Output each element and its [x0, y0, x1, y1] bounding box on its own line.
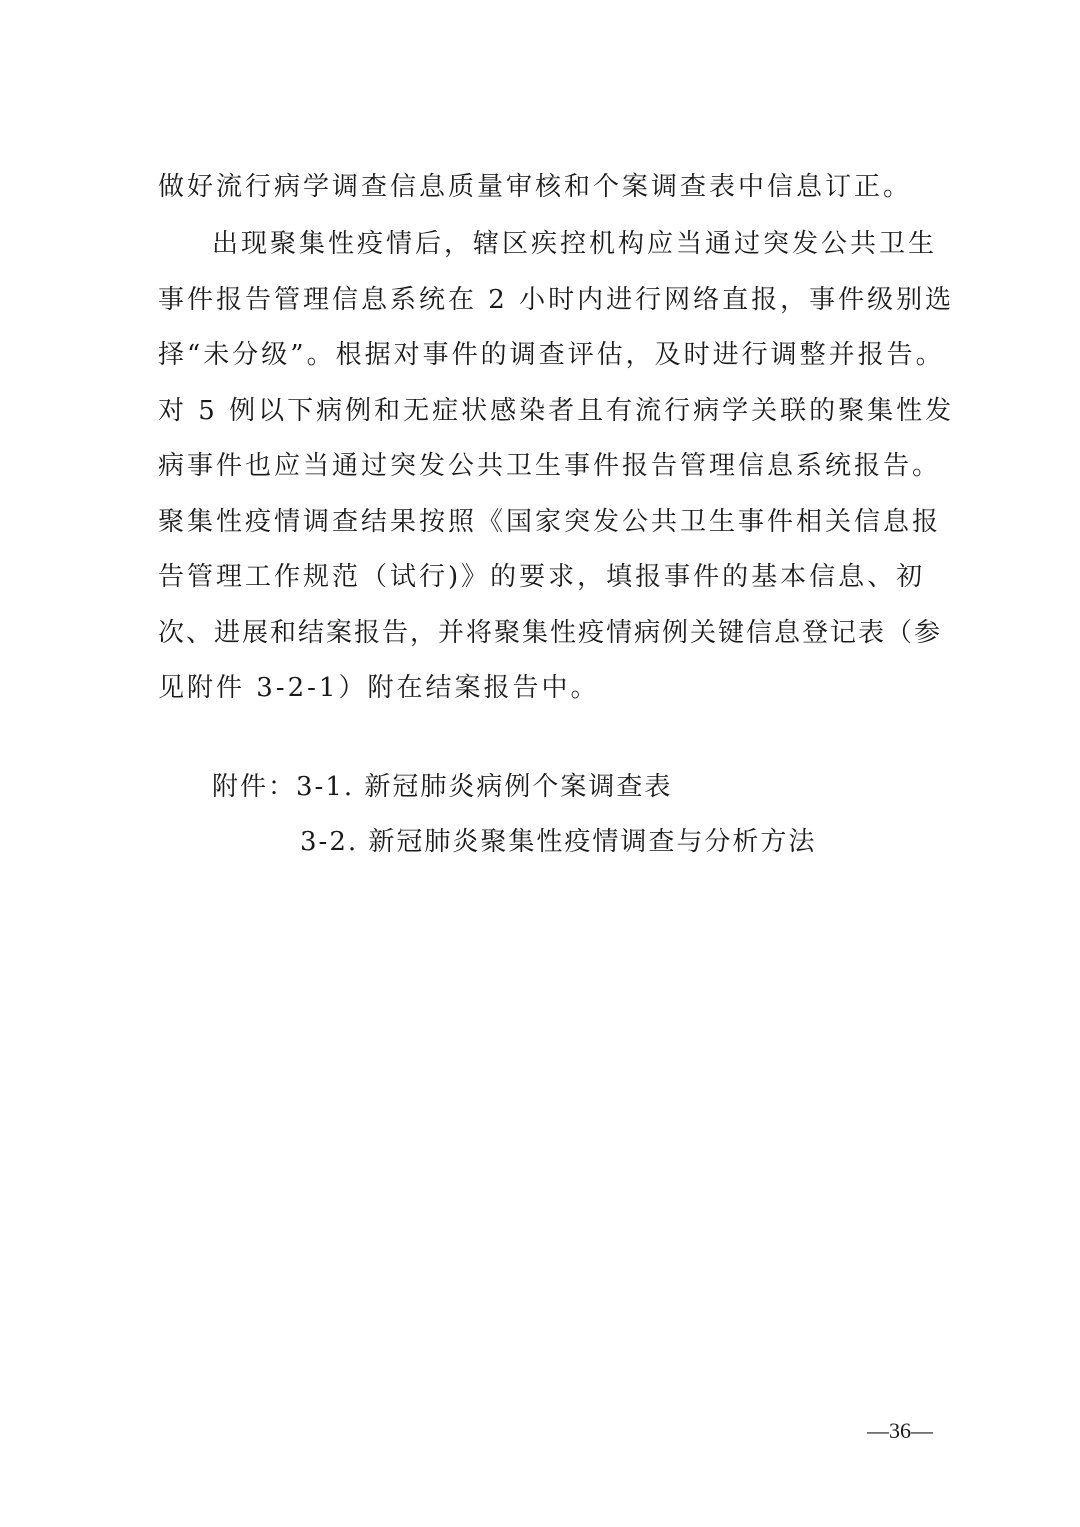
attachment-line-1: 附件：3-1. 新冠肺炎病例个案调查表 — [212, 772, 673, 802]
body-line-5: 对 5 例以下病例和无症状感染者且有流行病学关联的聚集性发 — [158, 396, 955, 426]
body-line-8: 告管理工作规范（试行)》的要求，填报事件的基本信息、初 — [158, 562, 926, 592]
body-line-9: 次、进展和结案报告，并将聚集性疫情病例关键信息登记表（参 — [158, 618, 943, 648]
body-line-3: 事件报告管理信息系统在 2 小时内进行网络直报，事件级别选 — [158, 285, 955, 315]
body-line-2: 出现聚集性疫情后，辖区疾控机构应当通过突发公共卫生 — [212, 229, 938, 259]
body-line-7: 聚集性疫情调查结果按照《国家突发公共卫生事件相关信息报 — [158, 507, 942, 537]
page-number: —36— — [867, 1418, 933, 1443]
body-line-4: 择“未分级”。根据对事件的调查评估，及时进行调整并报告。 — [158, 340, 945, 370]
attachment-line-2: 3-2. 新冠肺炎聚集性疫情调查与分析方法 — [300, 827, 817, 857]
body-line-1: 做好流行病学调查信息质量审核和个案调查表中信息订正。 — [158, 172, 913, 202]
body-line-6: 病事件也应当通过突发公共卫生事件报告管理信息系统报告。 — [158, 451, 942, 481]
body-line-10: 见附件 3-2-1）附在结案报告中。 — [158, 673, 600, 703]
